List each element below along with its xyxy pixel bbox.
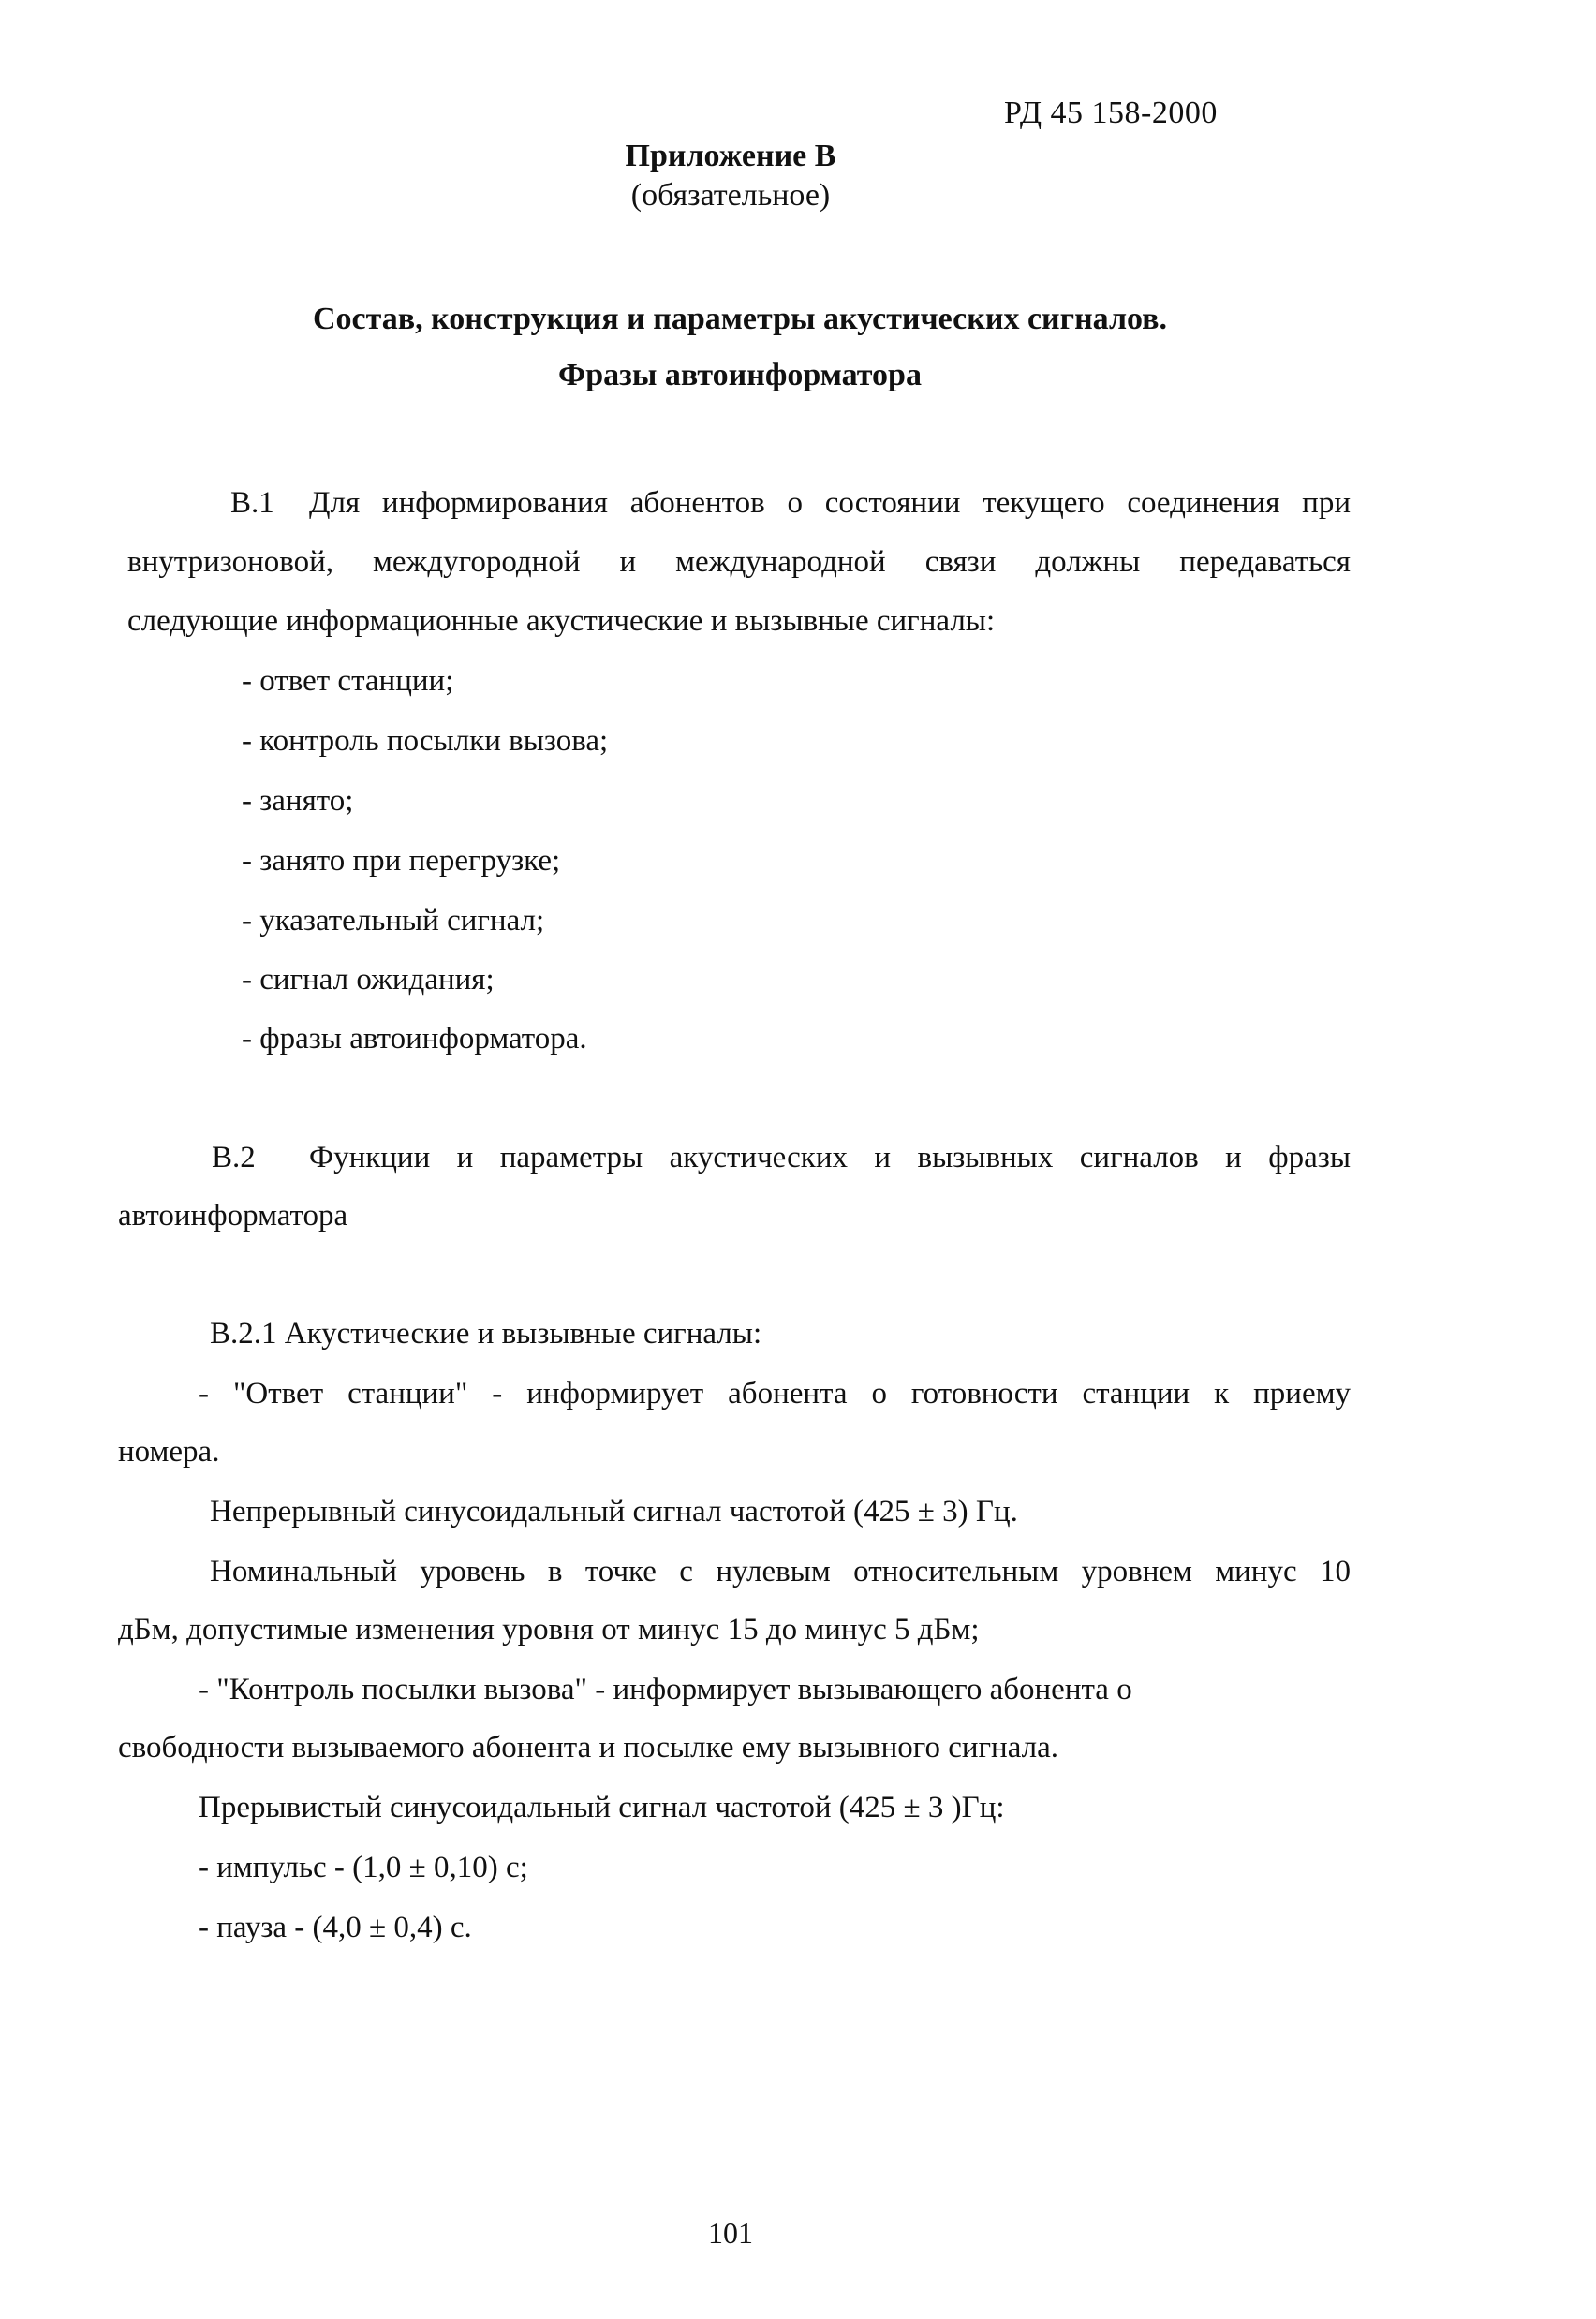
appendix-status: (обязательное) (630, 178, 831, 213)
b21-p6: - импульс - (1,0 ± 0,10) с; (199, 1851, 528, 1884)
document-code: РД 45 158-2000 (1004, 96, 1218, 130)
b1-text-line2: внутризоновой, междугородной и международной связи должны передаваться (127, 545, 1351, 579)
b21-p4-line1: - "Контроль посылки вызова" - информирует вызывающего абонента о (199, 1673, 1132, 1706)
b21-p3-line2: дБм, допустимые изменения уровня от минус 15 до минус 5 дБм; (118, 1613, 980, 1647)
b1-number: В.1 (230, 486, 274, 520)
b21-p1-line2: номера. (118, 1435, 220, 1469)
b21-p3-line1: Номинальный уровень в точке с нулевым относительным уровнем минус 10 (210, 1555, 1351, 1588)
b21-p5: Прерывистый синусоидальный сигнал частотой (425 ± 3 )Гц: (199, 1791, 1005, 1824)
list-item: - ответ станции; (242, 664, 454, 698)
section-heading-line2: Фразы автоинформатора (558, 358, 922, 392)
b21-p7: - пауза - (4,0 ± 0,4) с. (199, 1911, 472, 1944)
list-item: - контроль посылки вызова; (242, 724, 609, 758)
b2-text-line1: Функции и параметры акустических и вызывных сигналов и фразы (309, 1141, 1351, 1174)
b21-title: В.2.1 Акустические и вызывные сигналы: (210, 1317, 762, 1351)
b21-p2: Непрерывный синусоидальный сигнал частотой (425 ± 3) Гц. (210, 1495, 1018, 1529)
list-item: - занято при перегрузке; (242, 844, 561, 878)
list-item: - указательный сигнал; (242, 904, 545, 938)
b2-text-line2: автоинформатора (118, 1199, 348, 1233)
b1-text-line1: Для информирования абонентов о состоянии текущего соединения при (309, 486, 1351, 520)
b2-number: В.2 (212, 1141, 256, 1174)
list-item: - сигнал ожидания; (242, 963, 495, 997)
b21-p1-line1: - "Ответ станции" - информирует абонента о готовности станции к приему (199, 1377, 1351, 1411)
appendix-title: Приложение В (625, 139, 836, 173)
b1-text-line3: следующие информационные акустические и вызывные сигналы: (127, 604, 996, 638)
page-number: 101 (708, 2216, 753, 2250)
b21-p4-line2: свободности вызываемого абонента и посылке ему вызывного сигнала. (118, 1731, 1059, 1765)
list-item: - занято; (242, 784, 354, 818)
list-item: - фразы автоинформатора. (242, 1022, 587, 1056)
section-heading-line1: Состав, конструкция и параметры акустических сигналов. (312, 302, 1168, 336)
